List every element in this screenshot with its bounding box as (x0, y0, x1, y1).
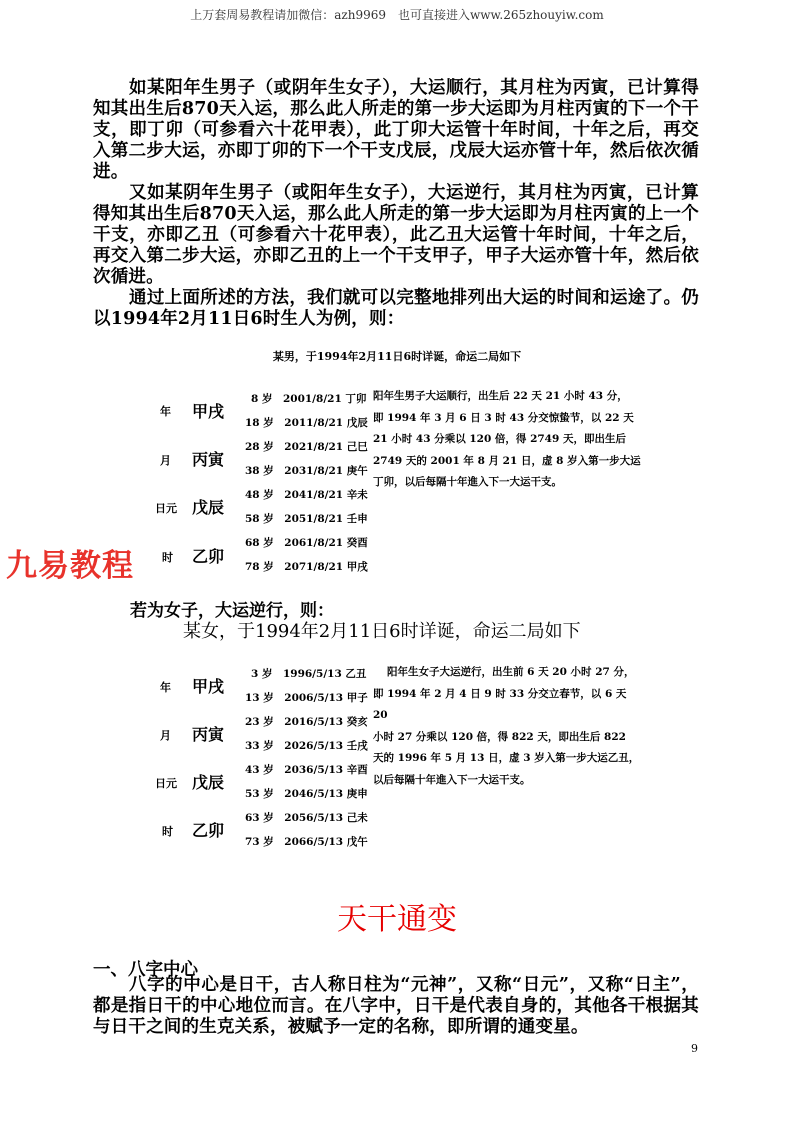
dayun-row: 3 岁 1996/5/13 乙丑 (251, 668, 367, 680)
female-heading: 若为女子，大运逆行，则： (130, 601, 334, 621)
paragraph-3: 通过上面所述的方法，我们就可以完整地排列出大运的时间和运途了。仍以1994年2月11日6时生人为例，则： (93, 288, 699, 329)
dayun-row: 23 岁 2016/5/13 癸亥 (245, 716, 368, 728)
dayun-row: 28 岁 2021/8/21 己巳 (245, 441, 368, 453)
pillar-label-month: 月 (160, 729, 171, 742)
paragraph-final: 八字的中心是日干，古人称日柱为“元神”，又称“日元”，又称“日主”，都是指日干的中心地位而言。在八字中，日干是代表自身的，其他各干根据其与日干之间的生克关系，被赋予一定的名称，即所谓的通变星。 (93, 975, 699, 1037)
section-title: 天干通变 (337, 902, 457, 937)
pillar-label-month: 月 (160, 454, 171, 467)
dayun-row: 43 岁 2036/5/13 辛酉 (245, 764, 368, 776)
pillar-value-month: 丙寅 (192, 450, 225, 469)
pillar-label-day: 日元 (155, 777, 177, 790)
dayun-row: 68 岁 2061/8/21 癸酉 (245, 537, 368, 549)
pillar-label-hour: 时 (162, 551, 173, 564)
female-chart-title: 某女，于1994年2月11日6时详诞，命运二局如下 (183, 621, 581, 642)
pillar-value-hour: 乙卯 (192, 821, 225, 840)
pillar-value-day: 戊辰 (192, 498, 225, 517)
paragraph-2: 又如某阴年生男子（或阳年生女子），大运逆行，其月柱为丙寅，已计算得知其出生后870天入运，那么此人所走的第一步大运即为月柱丙寅的上一个干支，亦即乙丑（可参看六十花甲表），此乙丑大运管十年时间，十年之后，再交入第二步大运，亦即乙丑的上一个干支甲子，甲子大运亦管十年，然后依次循进。 (93, 183, 699, 287)
dayun-row: 58 岁 2051/8/21 壬申 (245, 513, 368, 525)
dayun-row: 63 岁 2056/5/13 己未 (245, 812, 368, 824)
watermark-logo: 九易教程 (6, 548, 134, 584)
dayun-row: 18 岁 2011/8/21 戊辰 (245, 417, 368, 429)
paragraph-1: 如某阳年生男子（或阴年生女子），大运顺行，其月柱为丙寅，已计算得知其出生后870天入运，那么此人所走的第一步大运即为月柱丙寅的下一个干支，即丁卯（可参看六十花甲表），此丁卯大运管十年时间，十年之后，再交入第二步大运，亦即丁卯的下一个干支戊辰，戊辰大运亦管十年，然后依次循进。 (93, 78, 699, 182)
pillar-label-day: 日元 (155, 502, 177, 515)
pillar-value-month: 丙寅 (192, 725, 225, 744)
dayun-row: 53 岁 2046/5/13 庚申 (245, 788, 368, 800)
dayun-row: 78 岁 2071/8/21 甲戌 (245, 561, 368, 573)
pillar-label-hour: 时 (162, 825, 173, 838)
dayun-row: 48 岁 2041/8/21 辛未 (245, 489, 368, 501)
male-chart-title: 某男，于1994年2月11日6时详诞，命运二局如下 (272, 350, 522, 363)
subsection-heading: 一、八字中心 (93, 960, 198, 980)
page-header: 上万套周易教程请加微信：azh9969 也可直接进入www.265zhouyiw.com (190, 8, 604, 22)
pillar-value-day: 戊辰 (192, 773, 225, 792)
pillar-value-year: 甲戌 (192, 677, 225, 696)
page-number: 9 (691, 1042, 698, 1055)
female-note: 阳年生女子大运逆行，出生前 6 天 20 小时 27 分， 即 1994 年 2 月 4 日 9 时 33 分交立春节，以 6 天 20 小时 27 分乘以 120 倍，得 822 天，即出生后 822 天的 1996 年 5 月 13 日，虚 3 岁入第一步大运乙丑， 以后每隔十年進入下一大运干支。 (373, 666, 640, 786)
dayun-row: 8 岁 2001/8/21 丁卯 (251, 393, 367, 405)
male-note: 阳年生男子大运顺行，出生后 22 天 21 小时 43 分， 即 1994 年 3 月 6 日 3 时 43 分交惊蛰节，以 22 天 21 小时 43 分乘以 120 倍，得 2749 天，即出生后 2749 天的 2001 年 8 月 21 日，虚 8 岁入第一步大运 丁卯，以后每隔十年進入下一大运干支。 (373, 390, 641, 488)
pillar-value-year: 甲戌 (192, 402, 225, 421)
dayun-row: 38 岁 2031/8/21 庚午 (245, 465, 368, 477)
dayun-row: 13 岁 2006/5/13 甲子 (245, 692, 368, 704)
pillar-label-year: 年 (160, 681, 171, 694)
dayun-row: 73 岁 2066/5/13 戊午 (245, 836, 368, 848)
pillar-label-year: 年 (160, 405, 171, 418)
pillar-value-hour: 乙卯 (192, 547, 225, 566)
dayun-row: 33 岁 2026/5/13 壬戌 (245, 740, 368, 752)
